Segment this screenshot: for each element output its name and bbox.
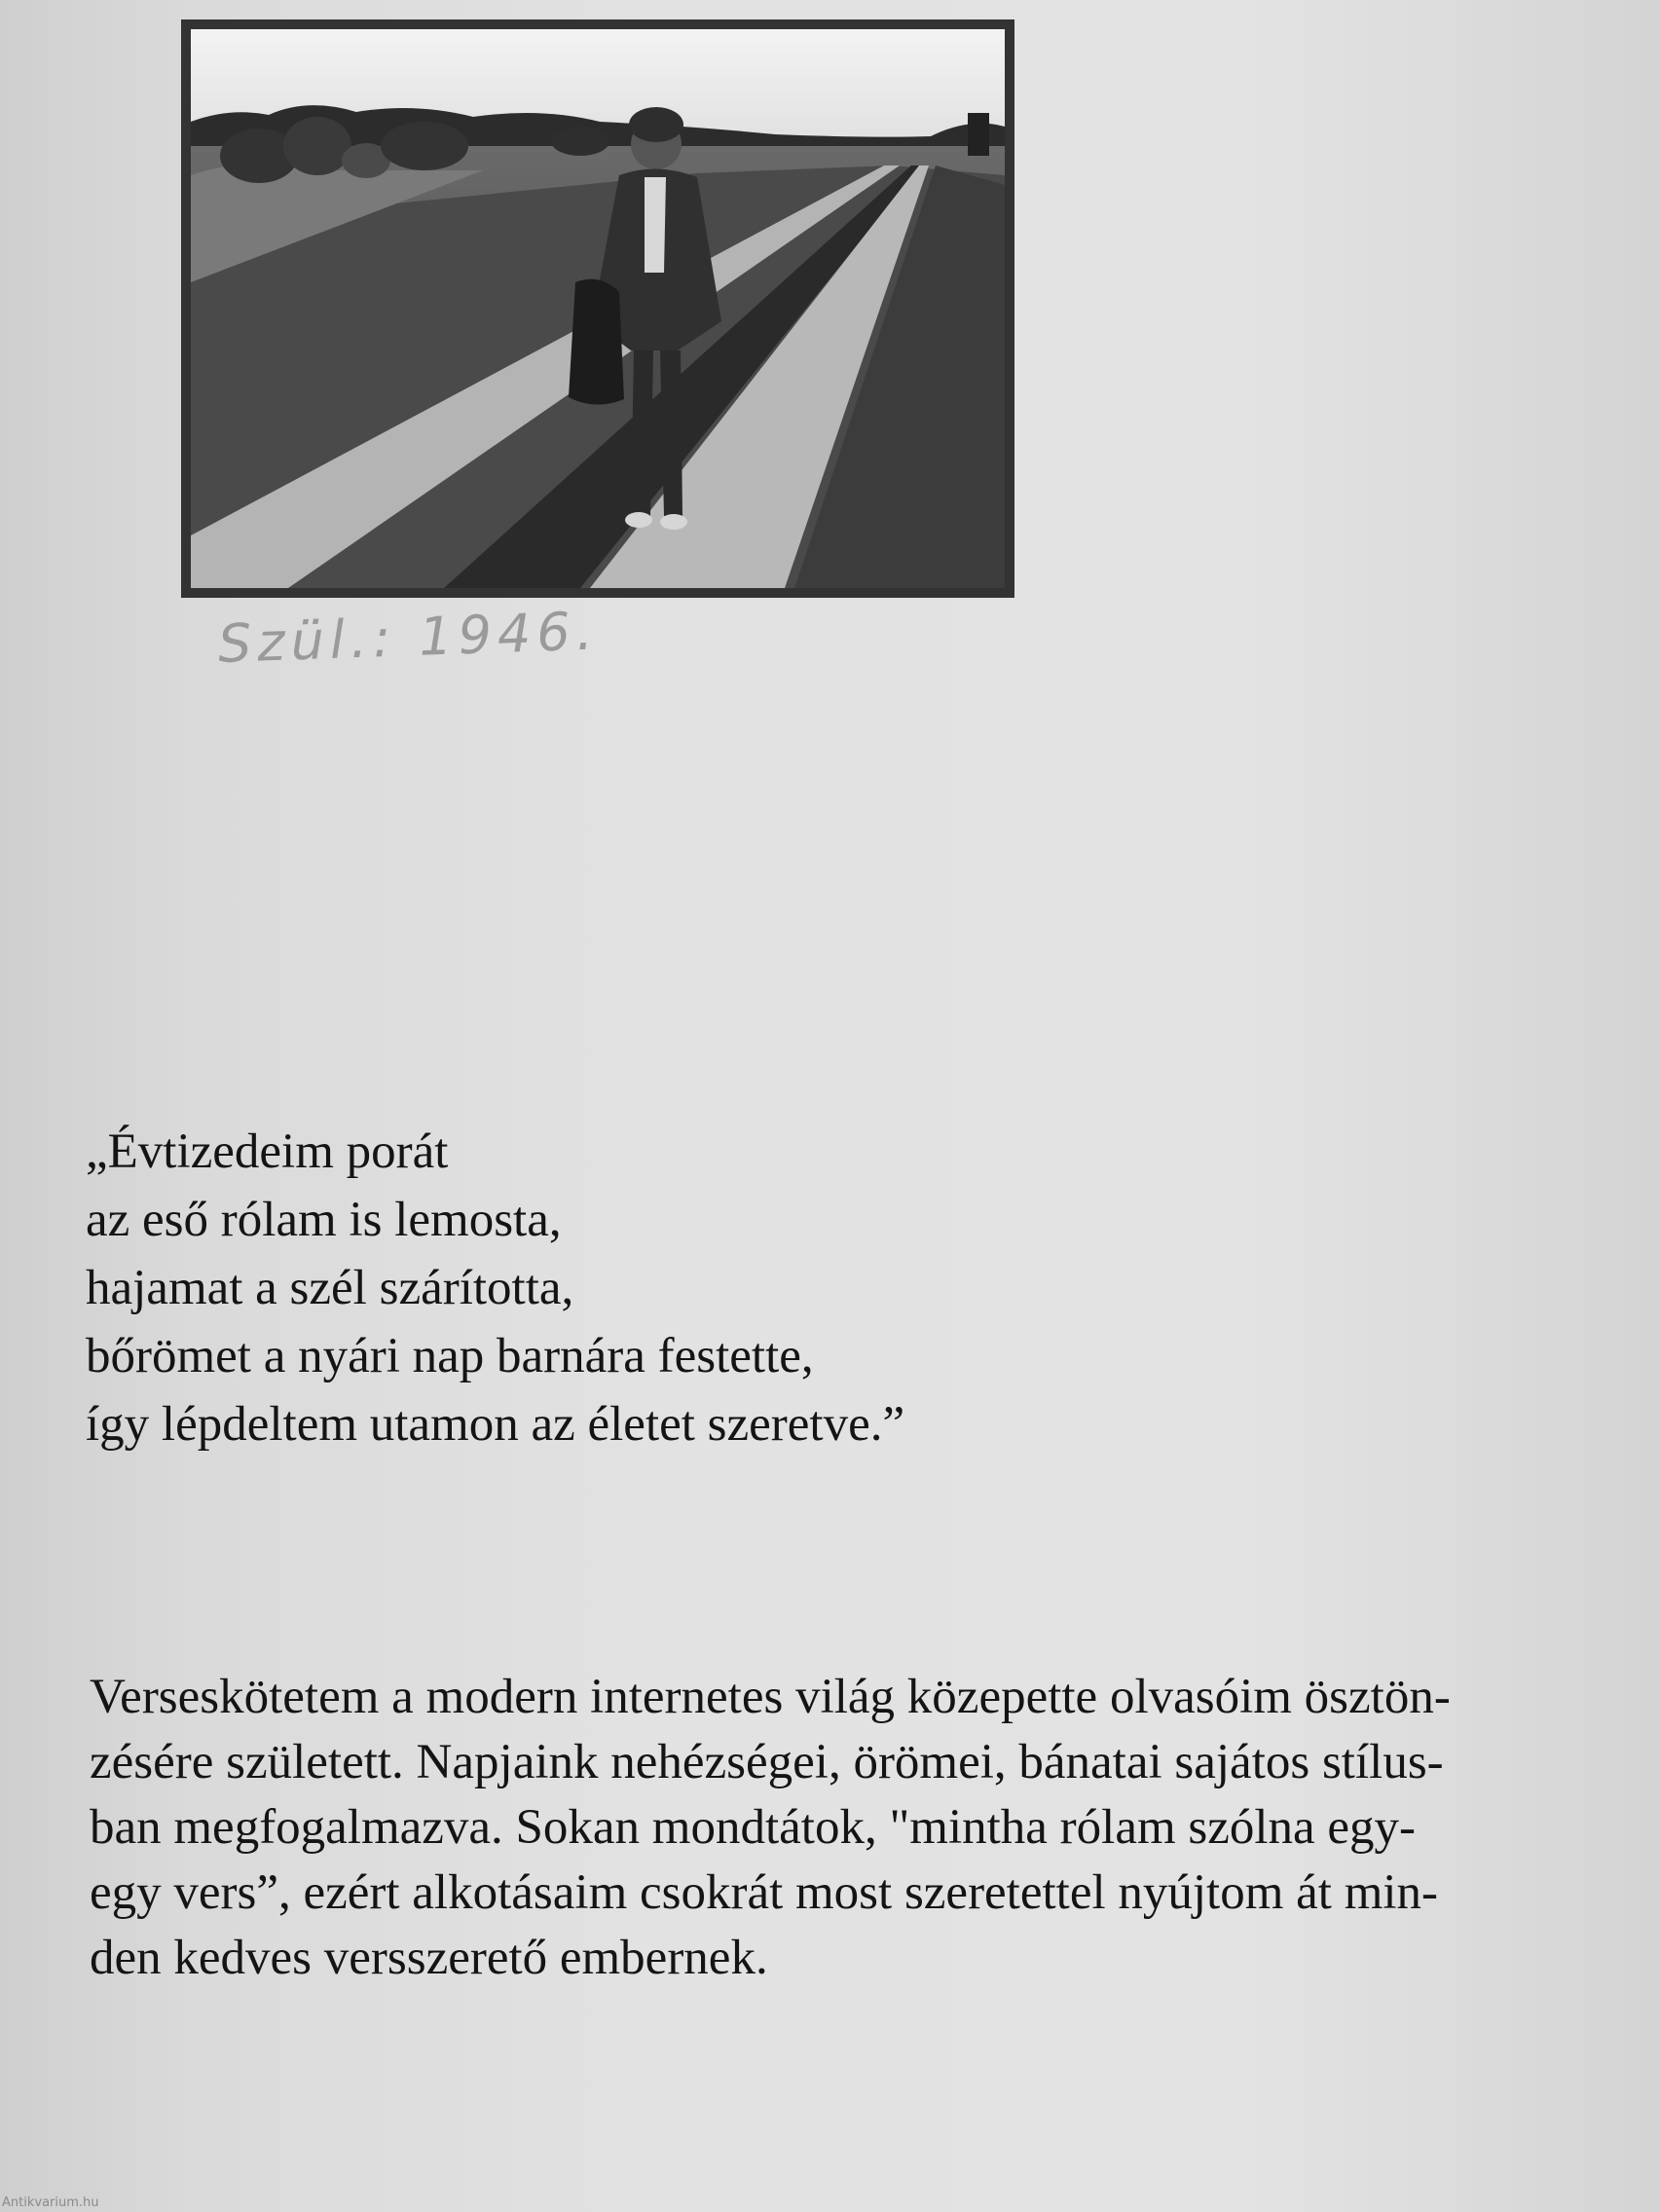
intro-line: zésére született. Napjaink nehézségei, örömei, bánatai sajátos stílus-	[90, 1735, 1444, 1789]
intro-line: ban megfogalmazva. Sokan mondtátok, "mintha rólam szólna egy-	[90, 1800, 1417, 1855]
poem-line: az eső rólam is lemosta,	[86, 1193, 562, 1247]
intro-line: Verseskötetem a modern internetes világ közepette olvasóim ösztön-	[90, 1670, 1451, 1724]
poem-line: így lépdeltem utamon az életet szeretve.”	[86, 1397, 905, 1452]
poem-quote	[86, 1118, 904, 1458]
poem-line: „Évtizedeim porát	[86, 1124, 449, 1179]
photograph-woman-on-dirt-road	[191, 29, 1005, 588]
intro-line: den kedves versszerető embernek.	[90, 1931, 768, 1985]
poem-line: hajamat a szél szárította,	[86, 1261, 574, 1315]
handwritten-birth-note: Szül.: 1946.	[216, 600, 600, 675]
poem-line: bőrömet a nyári nap barnára festette,	[86, 1329, 814, 1383]
intro-line: egy vers”, ezért alkotásaim csokrát most szeretettel nyújtom át min-	[90, 1865, 1439, 1920]
intro-paragraph	[90, 1665, 1638, 1991]
watermark: Antikvarium.hu	[2, 2195, 99, 2210]
photograph-frame	[181, 19, 1014, 598]
